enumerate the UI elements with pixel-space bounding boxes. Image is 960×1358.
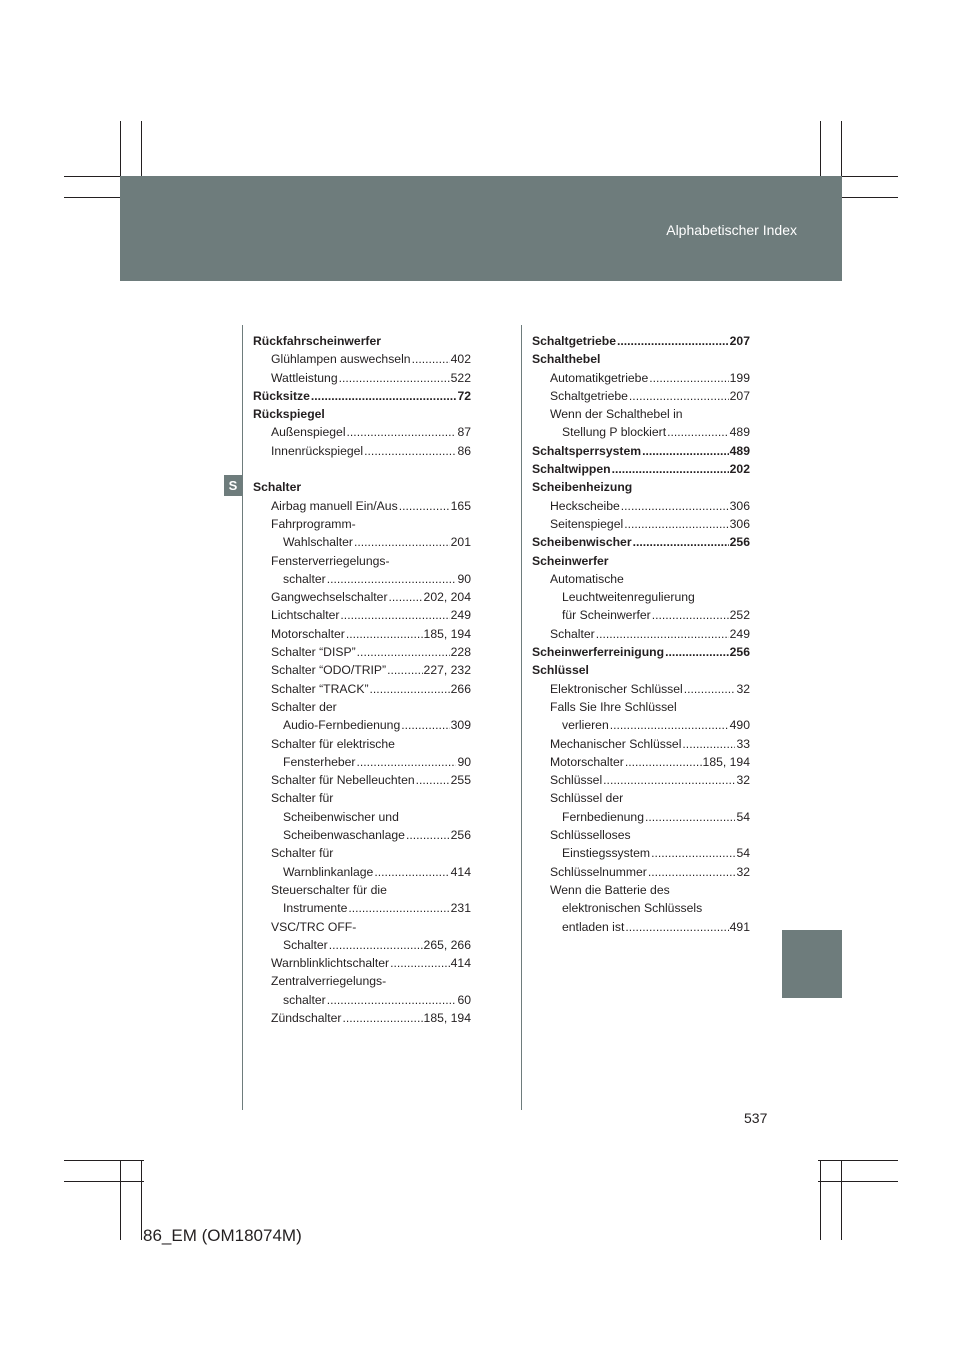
page-number: 537: [744, 1110, 768, 1126]
index-sub-entry[interactable]: [532, 387, 750, 405]
entry-term: Wenn die Batterie des: [550, 882, 670, 897]
index-column-left: [253, 332, 471, 1027]
entry-page-ref[interactable]: 249: [450, 608, 471, 623]
dot-leader: [370, 680, 450, 698]
entry-term: Schaltgetriebe: [532, 334, 616, 348]
entry-page-ref[interactable]: 207: [729, 334, 750, 348]
index-main-entry: [532, 552, 750, 570]
index-column-right: [532, 332, 750, 936]
entry-page-ref[interactable]: 60: [457, 992, 471, 1007]
entry-term: Gangwechselschalter: [271, 590, 388, 605]
entry-term: Airbag manuell Ein/Aus: [271, 498, 398, 513]
index-sub-entry[interactable]: [253, 1009, 471, 1027]
index-main-entry[interactable]: [532, 442, 750, 460]
dot-leader: [625, 753, 702, 771]
index-sub-entry: [253, 698, 471, 716]
crop-mark: [141, 1160, 142, 1240]
index-sub-entry[interactable]: [253, 753, 471, 771]
section-letter-tab: S: [224, 475, 242, 496]
index-sub-entry: [532, 588, 750, 606]
dot-leader: [624, 515, 728, 533]
entry-term: Mechanischer Schlüssel: [550, 736, 682, 751]
dot-leader: [665, 643, 729, 661]
entry-term: Steuerschalter für die: [271, 882, 387, 897]
entry-term: Wenn der Schalthebel in: [550, 407, 683, 422]
dot-leader: [596, 625, 729, 643]
dot-leader: [682, 735, 735, 753]
dot-leader: [652, 606, 729, 624]
index-main-entry: [253, 478, 471, 496]
entry-page-ref[interactable]: 265, 266: [423, 937, 471, 952]
index-sub-entry: [532, 881, 750, 899]
dot-leader: [642, 442, 729, 460]
index-sub-entry[interactable]: [253, 570, 471, 588]
index-sub-entry: [253, 844, 471, 862]
index-sub-entry: [532, 826, 750, 844]
index-sub-entry[interactable]: [532, 918, 750, 936]
column-divider: [521, 325, 522, 1110]
entry-page-ref[interactable]: 227, 232: [423, 663, 471, 678]
entry-page-ref[interactable]: 185, 194: [423, 626, 471, 641]
entry-term: verlieren: [562, 718, 609, 733]
entry-term: Wahlschalter: [283, 535, 353, 550]
index-sub-entry[interactable]: [532, 844, 750, 862]
entry-page-ref[interactable]: 33: [736, 736, 750, 751]
entry-term: Fahrprogramm-: [271, 516, 356, 531]
dot-leader: [348, 899, 449, 917]
entry-term: Schlüsselnummer: [550, 864, 647, 879]
entry-term: Lichtschalter: [271, 608, 340, 623]
entry-page-ref[interactable]: 86: [457, 443, 471, 458]
index-sub-entry[interactable]: [253, 899, 471, 917]
index-sub-entry: [253, 918, 471, 936]
index-sub-entry[interactable]: [253, 863, 471, 881]
entry-page-ref[interactable]: 185, 194: [423, 1010, 471, 1025]
dot-leader: [610, 716, 729, 734]
entry-term: Schalter “TRACK”: [271, 681, 369, 696]
entry-page-ref[interactable]: 306: [729, 498, 750, 513]
dot-leader: [667, 423, 729, 441]
entry-term: Schlüssel: [550, 773, 603, 788]
entry-term: Schalter: [253, 480, 302, 495]
index-main-entry[interactable]: [253, 387, 471, 405]
dot-leader: [648, 863, 736, 881]
entry-page-ref[interactable]: 491: [729, 919, 750, 934]
dot-leader: [374, 863, 449, 881]
dot-leader: [346, 625, 423, 643]
index-sub-entry[interactable]: [253, 369, 471, 387]
index-sub-entry[interactable]: [253, 643, 471, 661]
index-sub-entry: [253, 808, 471, 826]
entry-term: Schaltgetriebe: [550, 388, 628, 403]
entry-term: Außenspiegel: [271, 425, 346, 440]
entry-term: Fensterverriegelungs-: [271, 553, 390, 568]
index-sub-entry: [253, 515, 471, 533]
entry-term: Schaltwippen: [532, 462, 611, 477]
entry-page-ref[interactable]: 202: [729, 462, 750, 477]
index-sub-entry[interactable]: [532, 680, 750, 698]
index-sub-entry: [253, 552, 471, 570]
entry-page-ref[interactable]: 32: [736, 681, 750, 696]
index-sub-entry[interactable]: [532, 497, 750, 515]
entry-term: entladen ist: [562, 919, 625, 934]
index-sub-entry[interactable]: [253, 588, 471, 606]
entry-term: Falls Sie Ihre Schlüssel: [550, 699, 677, 714]
thumb-index-tab: [782, 930, 842, 998]
entry-term: Zentralverriegelungs-: [271, 974, 387, 989]
entry-term: Leuchtweitenregulierung: [562, 590, 695, 605]
dot-leader: [340, 606, 449, 624]
dot-leader: [347, 423, 457, 441]
index-sub-entry: [532, 789, 750, 807]
dot-leader: [342, 1009, 422, 1027]
crop-mark: [818, 1181, 898, 1182]
column-divider: [242, 325, 243, 1110]
index-sub-entry[interactable]: [253, 533, 471, 551]
entry-page-ref[interactable]: 309: [450, 718, 471, 733]
entry-page-ref[interactable]: 266: [450, 681, 471, 696]
entry-term: Motorschalter: [271, 626, 345, 641]
dot-leader: [390, 954, 450, 972]
index-sub-entry[interactable]: [532, 716, 750, 734]
dot-leader: [399, 497, 450, 515]
dot-leader: [612, 460, 729, 478]
entry-page-ref[interactable]: 32: [736, 773, 750, 788]
index-sub-entry[interactable]: [253, 991, 471, 1009]
dot-leader: [649, 369, 728, 387]
index-sub-entry[interactable]: [253, 936, 471, 954]
dot-leader: [406, 826, 450, 844]
entry-term: Schalter: [550, 626, 595, 641]
entry-term: Audio-Fernbedienung: [283, 718, 401, 733]
entry-page-ref[interactable]: 231: [450, 901, 471, 916]
dot-leader: [311, 387, 457, 405]
entry-term: Fernbedienung: [562, 809, 644, 824]
entry-page-ref[interactable]: 87: [457, 425, 471, 440]
index-sub-entry[interactable]: [253, 954, 471, 972]
index-sub-entry[interactable]: [532, 515, 750, 533]
entry-page-ref[interactable]: 185, 194: [702, 754, 750, 769]
index-main-entry: [532, 661, 750, 679]
entry-page-ref[interactable]: 54: [736, 809, 750, 824]
entry-term: Scheibenheizung: [532, 480, 633, 495]
header-title: Alphabetischer Index: [666, 222, 797, 238]
crop-mark: [841, 1160, 842, 1240]
entry-page-ref[interactable]: 90: [457, 571, 471, 586]
entry-term: Instrumente: [283, 901, 348, 916]
entry-term: Schalthebel: [532, 352, 601, 367]
entry-term: Schaltsperrsystem: [532, 443, 642, 458]
dot-leader: [357, 643, 450, 661]
entry-page-ref[interactable]: 414: [450, 956, 471, 971]
entry-page-ref[interactable]: 32: [736, 864, 750, 879]
index-sub-entry[interactable]: [532, 808, 750, 826]
entry-term: Rücksitze: [253, 388, 310, 403]
index-sub-entry: [253, 789, 471, 807]
index-main-entry: [253, 332, 471, 350]
index-sub-entry[interactable]: [253, 423, 471, 441]
entry-term: Scheinwerfer: [532, 553, 609, 568]
dot-leader: [329, 936, 423, 954]
entry-term: für Scheinwerfer: [562, 608, 651, 623]
entry-term: Warnblinkanlage: [283, 864, 374, 879]
entry-page-ref[interactable]: 522: [450, 370, 471, 385]
index-main-entry: [253, 405, 471, 423]
dot-leader: [633, 533, 729, 551]
index-sub-entry[interactable]: [253, 625, 471, 643]
dot-leader: [621, 497, 729, 515]
entry-page-ref[interactable]: 306: [729, 516, 750, 531]
crop-mark: [64, 1181, 144, 1182]
entry-term: Stellung P blockiert: [562, 425, 667, 440]
crop-mark: [120, 1160, 121, 1240]
dot-leader: [684, 680, 736, 698]
entry-page-ref[interactable]: 414: [450, 864, 471, 879]
dot-leader: [603, 771, 735, 789]
entry-term: Schlüssel: [532, 663, 589, 678]
dot-leader: [357, 753, 457, 771]
index-sub-entry[interactable]: [532, 423, 750, 441]
entry-term: schalter: [283, 992, 326, 1007]
index-sub-entry[interactable]: [532, 771, 750, 789]
dot-leader: [412, 350, 450, 368]
dot-leader: [339, 369, 450, 387]
dot-leader: [327, 570, 457, 588]
index-sub-entry: [253, 881, 471, 899]
index-main-entry: [532, 350, 750, 368]
index-sub-entry[interactable]: [253, 826, 471, 844]
entry-term: elektronischen Schlüssels: [562, 901, 703, 916]
crop-mark: [820, 1160, 821, 1240]
dot-leader: [625, 918, 728, 936]
dot-leader: [389, 588, 423, 606]
dot-leader: [327, 991, 457, 1009]
entry-term: Schalter “ODO/TRIP”: [271, 663, 387, 678]
index-main-entry[interactable]: [532, 460, 750, 478]
index-main-entry[interactable]: [532, 332, 750, 350]
index-sub-entry: [253, 735, 471, 753]
dot-leader: [645, 808, 735, 826]
entry-page-ref[interactable]: 402: [450, 352, 471, 367]
index-main-entry[interactable]: [532, 533, 750, 551]
entry-term: Schalter für: [271, 846, 334, 861]
entry-term: Seitenspiegel: [550, 516, 624, 531]
entry-page-ref[interactable]: 201: [450, 535, 471, 550]
entry-term: Wattleistung: [271, 370, 338, 385]
index-sub-entry[interactable]: [253, 442, 471, 460]
entry-term: Schalter für: [271, 791, 334, 806]
index-sub-entry[interactable]: [253, 661, 471, 679]
entry-term: Schalter der: [271, 699, 337, 714]
crop-mark: [64, 1160, 144, 1161]
entry-term: Automatikgetriebe: [550, 370, 649, 385]
index-sub-entry[interactable]: [253, 606, 471, 624]
entry-page-ref[interactable]: 72: [457, 388, 471, 403]
entry-page-ref[interactable]: 199: [729, 370, 750, 385]
index-sub-entry: [253, 972, 471, 990]
entry-page-ref[interactable]: 165: [450, 498, 471, 513]
index-sub-entry[interactable]: [253, 716, 471, 734]
index-sub-entry[interactable]: [532, 625, 750, 643]
entry-gap: [253, 460, 471, 478]
index-sub-entry: [532, 570, 750, 588]
index-sub-entry: [532, 698, 750, 716]
dot-leader: [401, 716, 449, 734]
page-header: [120, 176, 842, 281]
entry-page-ref[interactable]: 207: [729, 388, 750, 403]
entry-term: Elektronischer Schlüssel: [550, 681, 683, 696]
index-sub-entry: [532, 899, 750, 917]
dot-leader: [651, 844, 735, 862]
entry-page-ref[interactable]: 489: [729, 425, 750, 440]
entry-term: Automatische: [550, 571, 624, 586]
index-sub-entry: [532, 405, 750, 423]
entry-page-ref[interactable]: 256: [450, 828, 471, 843]
entry-page-ref[interactable]: 255: [450, 773, 471, 788]
entry-term: Warnblinklichtschalter: [271, 956, 390, 971]
index-sub-entry[interactable]: [532, 735, 750, 753]
dot-leader: [364, 442, 456, 460]
entry-page-ref[interactable]: 489: [729, 443, 750, 458]
entry-page-ref[interactable]: 228: [450, 645, 471, 660]
entry-page-ref[interactable]: 202, 204: [423, 590, 471, 605]
entry-page-ref[interactable]: 54: [736, 846, 750, 861]
entry-term: Schalter “DISP”: [271, 645, 356, 660]
dot-leader: [354, 533, 450, 551]
entry-term: schalter: [283, 571, 326, 586]
index-sub-entry[interactable]: [253, 350, 471, 368]
index-sub-entry[interactable]: [253, 497, 471, 515]
entry-term: Schalter für elektrische: [271, 736, 395, 751]
entry-term: Einstiegssystem: [562, 846, 651, 861]
entry-term: Glühlampen auswechseln: [271, 352, 411, 367]
entry-page-ref[interactable]: 252: [729, 608, 750, 623]
dot-leader: [416, 771, 450, 789]
index-main-entry[interactable]: [532, 643, 750, 661]
entry-term: Schalter: [283, 937, 328, 952]
entry-term: Schlüssel der: [550, 791, 624, 806]
dot-leader: [617, 332, 729, 350]
index-main-entry: [532, 478, 750, 496]
index-sub-entry[interactable]: [253, 680, 471, 698]
entry-term: Zündschalter: [271, 1010, 342, 1025]
entry-term: Scheibenwaschanlage: [283, 828, 405, 843]
entry-term: Fensterheber: [283, 754, 356, 769]
index-sub-entry[interactable]: [532, 369, 750, 387]
dot-leader: [387, 661, 422, 679]
entry-page-ref[interactable]: 90: [457, 754, 471, 769]
index-sub-entry[interactable]: [532, 606, 750, 624]
entry-term: Innenrückspiegel: [271, 443, 364, 458]
entry-term: Scheibenwischer: [532, 535, 632, 550]
dot-leader: [629, 387, 729, 405]
index-sub-entry[interactable]: [532, 863, 750, 881]
entry-term: Schalter für Nebelleuchten: [271, 773, 415, 788]
crop-mark: [818, 1160, 898, 1161]
entry-term: Motorschalter: [550, 754, 624, 769]
entry-term: Rückfahrscheinwerfer: [253, 334, 382, 348]
document-code: 86_EM (OM18074M): [143, 1226, 302, 1245]
entry-term: Heckscheibe: [550, 498, 620, 513]
entry-term: Rückspiegel: [253, 407, 325, 422]
entry-page-ref[interactable]: 256: [729, 645, 750, 660]
entry-term: VSC/TRC OFF-: [271, 919, 357, 934]
entry-term: Scheibenwischer und: [283, 809, 399, 824]
entry-page-ref[interactable]: 256: [729, 535, 750, 550]
entry-page-ref[interactable]: 249: [729, 626, 750, 641]
index-sub-entry[interactable]: [253, 771, 471, 789]
index-sub-entry[interactable]: [532, 753, 750, 771]
entry-page-ref[interactable]: 490: [729, 718, 750, 733]
entry-term: Scheinwerferreinigung: [532, 645, 665, 660]
entry-term: Schlüsselloses: [550, 828, 631, 843]
